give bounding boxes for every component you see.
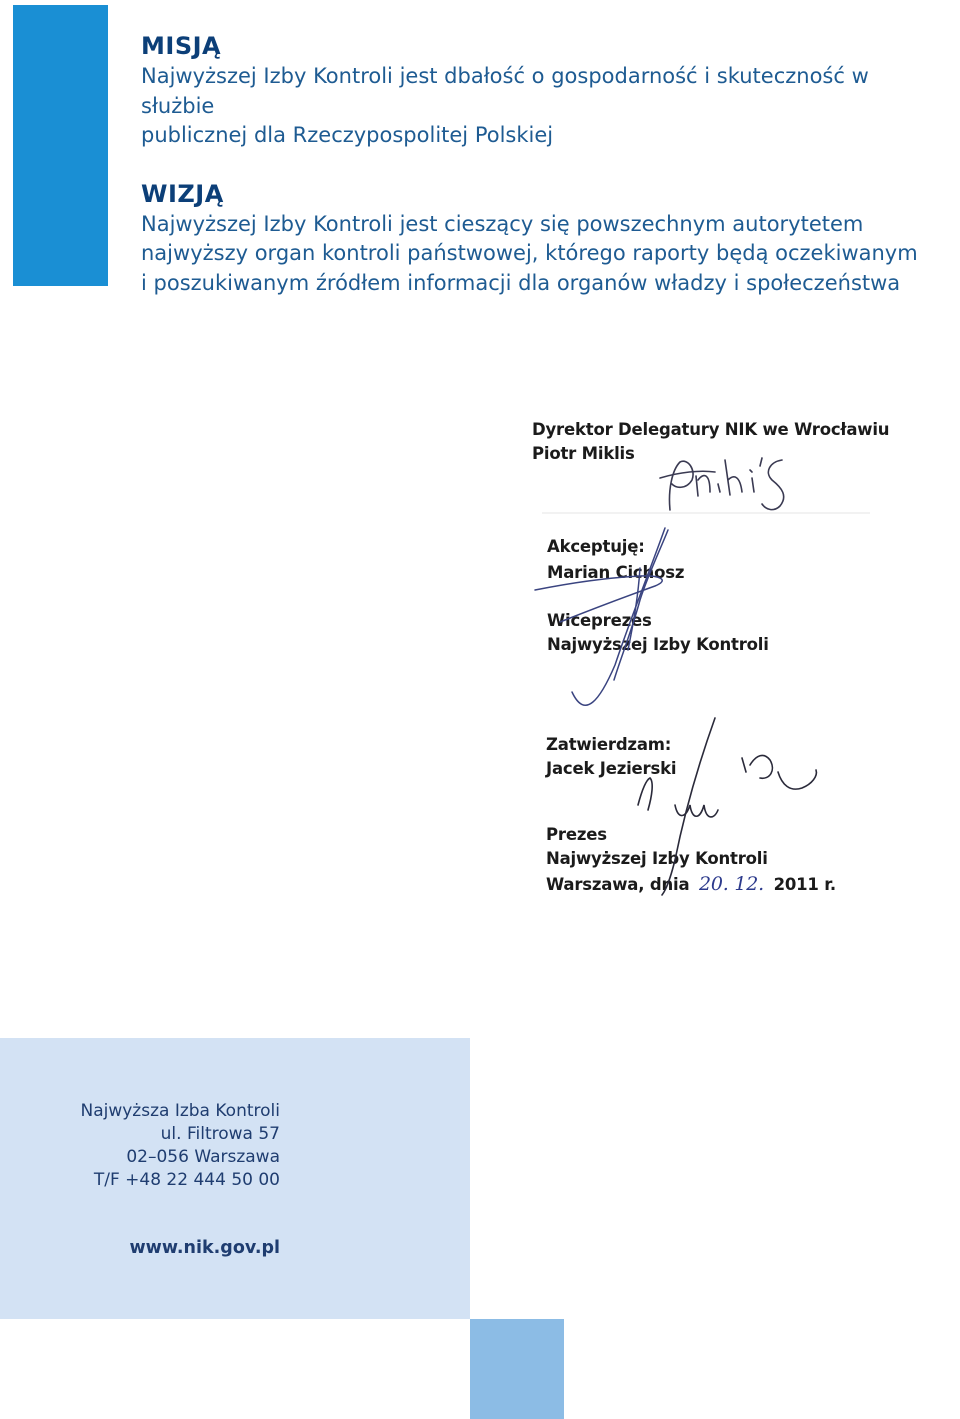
handwritten-date: 20. 12. (698, 873, 765, 895)
approve-role-org: Najwyższej Izby Kontroli (546, 849, 768, 868)
phone-number: T/F +48 22 444 50 00 (93, 1170, 280, 1190)
mission-vision-section (141, 30, 941, 298)
accept-label: Akceptuję: (547, 537, 645, 556)
decorative-square (470, 1319, 564, 1419)
vision-text-line: Najwyższej Izby Kontroli jest cieszący się powszechnym autorytetem (141, 211, 864, 236)
mission-heading: MISJĄ (141, 32, 222, 60)
signature-cichosz (535, 528, 668, 705)
org-name: Najwyższa Izba Kontroli (80, 1101, 280, 1121)
mission-text-line: Najwyższej Izby Kontroli jest dbałość o gospodarność i skuteczność w służbie (141, 64, 869, 118)
vision-text-line: i poszukiwanym źródłem informacji dla organów władzy i społeczeństwa (141, 270, 901, 295)
contact-address (80, 1100, 280, 1192)
accept-role: Wiceprezes (547, 611, 652, 630)
vision-heading: WIZJĄ (141, 179, 224, 208)
director-name: Piotr Miklis (532, 444, 635, 463)
handwritten-signatures (520, 400, 960, 900)
approve-name: Jacek Jezierski (546, 759, 677, 778)
approve-role: Prezes (546, 825, 607, 844)
director-title: Dyrektor Delegatury NIK we Wrocławiu (532, 420, 890, 439)
date-suffix: 2011 r. (773, 875, 836, 894)
approve-label: Zatwierdzam: (546, 735, 672, 754)
accept-name: Marian Cichosz (547, 563, 685, 582)
decorative-blue-bar (13, 5, 108, 286)
date-prefix: Warszawa, dnia (546, 875, 690, 894)
website-link[interactable]: www.nik.gov.pl (129, 1238, 280, 1258)
street-address: ul. Filtrowa 57 (160, 1124, 280, 1144)
signature-miklis (660, 458, 784, 510)
mission-text-line: publicznej dla Rzeczypospolitej Polskiej (141, 123, 554, 147)
signature-block (520, 400, 960, 900)
footer-contact-panel (0, 1038, 470, 1319)
postal-city: 02–056 Warszawa (126, 1147, 280, 1167)
signature-jezierski (638, 718, 816, 895)
accept-role-org: Najwyższej Izby Kontroli (547, 635, 769, 654)
vision-text-line: najwyższy organ kontroli państwowej, którego raporty będą oczekiwanym (141, 241, 918, 265)
